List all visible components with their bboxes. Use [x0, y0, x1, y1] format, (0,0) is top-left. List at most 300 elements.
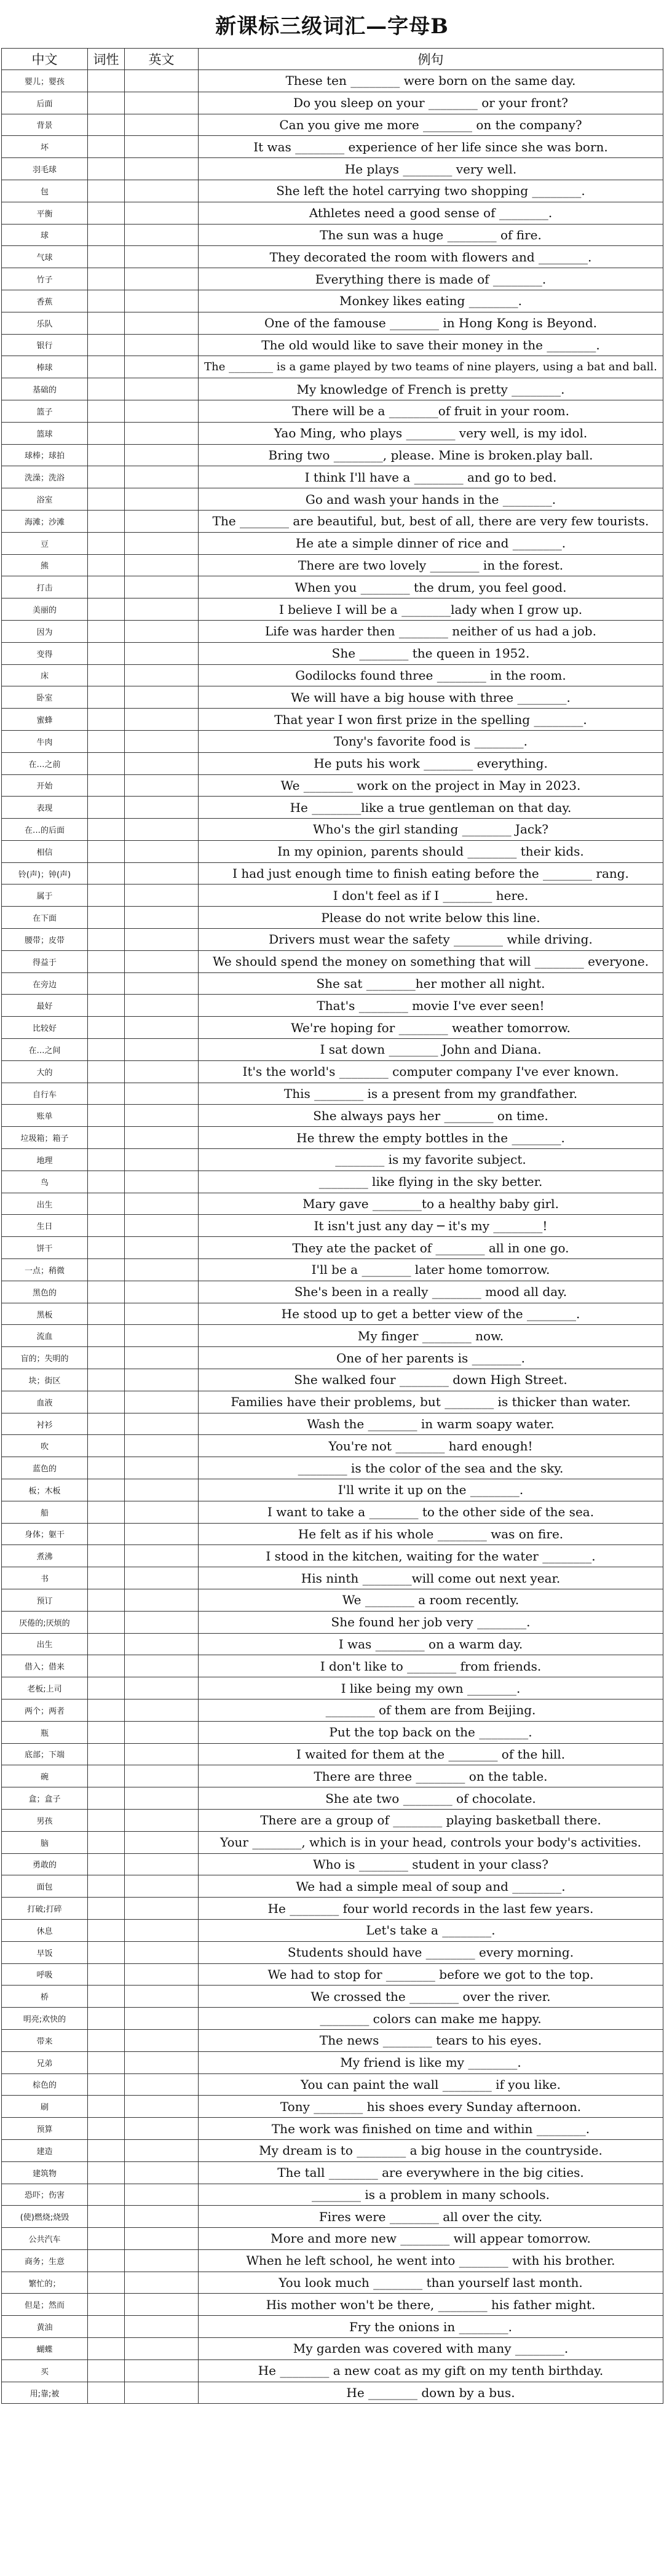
english-word-cell[interactable]: [125, 664, 199, 686]
table-row: [2, 1986, 663, 2008]
english-word-cell[interactable]: [125, 620, 199, 642]
english-word-cell[interactable]: [125, 1611, 199, 1633]
example-sentence-cell: It was ________ experience of her life since she was born.: [199, 136, 663, 158]
vocabulary-table: [1, 48, 663, 2404]
table-row: [2, 709, 663, 731]
part-of-speech-cell[interactable]: [88, 224, 125, 246]
part-of-speech-cell[interactable]: [88, 730, 125, 752]
english-word-cell[interactable]: [125, 642, 199, 664]
english-word-cell[interactable]: [125, 334, 199, 356]
chinese-meaning-cell: 香蕉: [2, 290, 88, 312]
part-of-speech-cell[interactable]: [88, 774, 125, 797]
english-word-cell[interactable]: [125, 1325, 199, 1347]
part-of-speech-cell[interactable]: [88, 2184, 125, 2206]
part-of-speech-cell[interactable]: [88, 1127, 125, 1149]
part-of-speech-cell[interactable]: [88, 246, 125, 268]
table-row: [2, 1545, 663, 1567]
part-of-speech-cell[interactable]: [88, 1941, 125, 1963]
part-of-speech-cell[interactable]: [88, 1281, 125, 1303]
english-word-cell[interactable]: [125, 2338, 199, 2360]
english-word-cell[interactable]: [125, 2139, 199, 2161]
example-sentence-cell: I want to take a ________ to the other side of the sea.: [199, 1501, 663, 1523]
part-of-speech-cell[interactable]: [88, 466, 125, 488]
part-of-speech-cell[interactable]: [88, 488, 125, 511]
english-word-cell[interactable]: [125, 2029, 199, 2051]
english-word-cell[interactable]: [125, 158, 199, 180]
table-row: [2, 1127, 663, 1149]
part-of-speech-cell[interactable]: [88, 1501, 125, 1523]
part-of-speech-cell[interactable]: [88, 840, 125, 862]
part-of-speech-cell[interactable]: [88, 1919, 125, 1941]
chinese-meaning-cell: 变得: [2, 642, 88, 664]
part-of-speech-cell[interactable]: [88, 2118, 125, 2140]
table-row: [2, 1281, 663, 1303]
english-word-cell[interactable]: [125, 1853, 199, 1875]
example-sentence-cell: You're not ________ hard enough!: [199, 1435, 663, 1457]
table-row: [2, 2359, 663, 2382]
part-of-speech-cell[interactable]: [88, 2382, 125, 2404]
part-of-speech-cell[interactable]: [88, 2338, 125, 2360]
table-row: [2, 2206, 663, 2228]
part-of-speech-cell[interactable]: [88, 2051, 125, 2073]
example-sentence-cell: ________ like flying in the sky better.: [199, 1171, 663, 1193]
example-sentence-cell: I'll write it up on the ________.: [199, 1479, 663, 1501]
english-word-cell[interactable]: [125, 1986, 199, 2008]
part-of-speech-cell[interactable]: [88, 1787, 125, 1810]
chinese-meaning-cell: 明亮;欢快的: [2, 2008, 88, 2030]
english-word-cell[interactable]: [125, 1633, 199, 1655]
part-of-speech-cell[interactable]: [88, 1721, 125, 1743]
chinese-meaning-cell: 比较好: [2, 1017, 88, 1039]
example-sentence-cell: The work was finished on time and within ________.: [199, 2118, 663, 2140]
part-of-speech-cell[interactable]: [88, 312, 125, 334]
english-word-cell[interactable]: [125, 1589, 199, 1611]
part-of-speech-cell[interactable]: [88, 1986, 125, 2008]
part-of-speech-cell[interactable]: [88, 1567, 125, 1589]
english-word-cell[interactable]: [125, 2272, 199, 2294]
part-of-speech-cell[interactable]: [88, 862, 125, 885]
english-word-cell[interactable]: [125, 907, 199, 929]
table-row: [2, 1787, 663, 1810]
english-word-cell[interactable]: [125, 972, 199, 995]
english-word-cell[interactable]: [125, 180, 199, 202]
part-of-speech-cell[interactable]: [88, 819, 125, 841]
part-of-speech-cell[interactable]: [88, 2161, 125, 2184]
part-of-speech-cell[interactable]: [88, 1589, 125, 1611]
english-word-cell[interactable]: [125, 774, 199, 797]
english-word-cell[interactable]: [125, 1963, 199, 1986]
part-of-speech-cell[interactable]: [88, 2249, 125, 2272]
english-word-cell[interactable]: [125, 1875, 199, 1898]
chinese-meaning-cell: 带来: [2, 2029, 88, 2051]
part-of-speech-cell[interactable]: [88, 1325, 125, 1347]
example-sentence-cell: He ________ four world records in the last few years.: [199, 1898, 663, 1920]
english-word-cell[interactable]: [125, 1281, 199, 1303]
example-sentence-cell: I sat down ________ John and Diana.: [199, 1039, 663, 1061]
part-of-speech-cell[interactable]: [88, 907, 125, 929]
part-of-speech-cell[interactable]: [88, 1391, 125, 1413]
chinese-meaning-cell: 出生: [2, 1633, 88, 1655]
part-of-speech-cell[interactable]: [88, 797, 125, 819]
english-word-cell[interactable]: [125, 1413, 199, 1435]
chinese-meaning-cell: 包: [2, 180, 88, 202]
english-word-cell[interactable]: [125, 2316, 199, 2338]
part-of-speech-cell[interactable]: [88, 1765, 125, 1787]
table-row: [2, 2338, 663, 2360]
english-word-cell[interactable]: [125, 862, 199, 885]
example-sentence-cell: One of her parents is ________.: [199, 1347, 663, 1369]
english-word-cell[interactable]: [125, 1060, 199, 1083]
example-sentence-cell: The old would like to save their money in the ________.: [199, 334, 663, 356]
part-of-speech-cell[interactable]: [88, 2073, 125, 2096]
part-of-speech-cell[interactable]: [88, 576, 125, 598]
english-word-cell[interactable]: [125, 202, 199, 224]
part-of-speech-cell[interactable]: [88, 752, 125, 774]
english-word-cell[interactable]: [125, 1149, 199, 1171]
table-row: [2, 2228, 663, 2250]
part-of-speech-cell[interactable]: [88, 400, 125, 422]
english-word-cell[interactable]: [125, 929, 199, 951]
chinese-meaning-cell: 板；木板: [2, 1479, 88, 1501]
english-word-cell[interactable]: [125, 1501, 199, 1523]
english-word-cell[interactable]: [125, 1919, 199, 1941]
chinese-meaning-cell: 建筑物: [2, 2161, 88, 2184]
english-word-cell[interactable]: [125, 2073, 199, 2096]
english-word-cell[interactable]: [125, 268, 199, 290]
part-of-speech-cell[interactable]: [88, 1303, 125, 1325]
english-word-cell[interactable]: [125, 1479, 199, 1501]
english-word-cell[interactable]: [125, 1523, 199, 1545]
english-word-cell[interactable]: [125, 2008, 199, 2030]
english-word-cell[interactable]: [125, 2184, 199, 2206]
part-of-speech-cell[interactable]: [88, 290, 125, 312]
english-word-cell[interactable]: [125, 1435, 199, 1457]
part-of-speech-cell[interactable]: [88, 1105, 125, 1127]
table-row: [2, 1105, 663, 1127]
part-of-speech-cell[interactable]: [88, 114, 125, 136]
part-of-speech-cell[interactable]: [88, 1017, 125, 1039]
table-row: [2, 1347, 663, 1369]
part-of-speech-cell[interactable]: [88, 1237, 125, 1259]
chinese-meaning-cell: 羽毛球: [2, 158, 88, 180]
part-of-speech-cell[interactable]: [88, 709, 125, 731]
table-row: [2, 334, 663, 356]
english-word-cell[interactable]: [125, 1699, 199, 1721]
english-word-cell[interactable]: [125, 1655, 199, 1677]
part-of-speech-cell[interactable]: [88, 422, 125, 444]
english-word-cell[interactable]: [125, 2359, 199, 2382]
english-word-cell[interactable]: [125, 400, 199, 422]
part-of-speech-cell[interactable]: [88, 2139, 125, 2161]
part-of-speech-cell[interactable]: [88, 1259, 125, 1281]
chinese-meaning-cell: 卧室: [2, 686, 88, 709]
part-of-speech-cell[interactable]: [88, 1435, 125, 1457]
chinese-meaning-cell: 盲的；失明的: [2, 1347, 88, 1369]
english-word-cell[interactable]: [125, 1787, 199, 1810]
part-of-speech-cell[interactable]: [88, 444, 125, 466]
english-word-cell[interactable]: [125, 510, 199, 532]
table-row: [2, 510, 663, 532]
part-of-speech-cell[interactable]: [88, 2206, 125, 2228]
part-of-speech-cell[interactable]: [88, 2272, 125, 2294]
chinese-meaning-cell: 在下面: [2, 907, 88, 929]
english-word-cell[interactable]: [125, 1677, 199, 1699]
part-of-speech-cell[interactable]: [88, 929, 125, 951]
example-sentence-cell: His ninth ________will come out next year.: [199, 1567, 663, 1589]
english-word-cell[interactable]: [125, 950, 199, 972]
example-sentence-cell: She ate two ________ of chocolate.: [199, 1787, 663, 1810]
example-sentence-cell: When you ________ the drum, you feel good.: [199, 576, 663, 598]
part-of-speech-cell[interactable]: [88, 642, 125, 664]
english-word-cell[interactable]: [125, 1545, 199, 1567]
example-sentence-cell: One of the famouse ________ in Hong Kong is Beyond.: [199, 312, 663, 334]
example-sentence-cell: Mary gave ________to a healthy baby girl.: [199, 1193, 663, 1215]
english-word-cell[interactable]: [125, 1457, 199, 1479]
english-word-cell[interactable]: [125, 1941, 199, 1963]
english-word-cell[interactable]: [125, 1259, 199, 1281]
english-word-cell[interactable]: [125, 136, 199, 158]
part-of-speech-cell[interactable]: [88, 1809, 125, 1831]
english-word-cell[interactable]: [125, 92, 199, 114]
table-row: [2, 2161, 663, 2184]
table-row: [2, 180, 663, 202]
part-of-speech-cell[interactable]: [88, 1347, 125, 1369]
english-word-cell[interactable]: [125, 819, 199, 841]
example-sentence-cell: Your ________, which is in your head, controls your body's activities.: [199, 1831, 663, 1853]
english-word-cell[interactable]: [125, 1347, 199, 1369]
part-of-speech-cell[interactable]: [88, 1083, 125, 1105]
english-word-cell[interactable]: [125, 444, 199, 466]
table-row: [2, 1567, 663, 1589]
part-of-speech-cell[interactable]: [88, 334, 125, 356]
table-row: [2, 70, 663, 92]
worksheet-title: 新课标三级词汇—字母B: [215, 14, 449, 39]
example-sentence-cell: Who is ________ student in your class?: [199, 1853, 663, 1875]
part-of-speech-cell[interactable]: [88, 202, 125, 224]
english-word-cell[interactable]: [125, 840, 199, 862]
english-word-cell[interactable]: [125, 532, 199, 554]
part-of-speech-cell[interactable]: [88, 1413, 125, 1435]
part-of-speech-cell[interactable]: [88, 1457, 125, 1479]
english-word-cell[interactable]: [125, 114, 199, 136]
english-word-cell[interactable]: [125, 2382, 199, 2404]
part-of-speech-cell[interactable]: [88, 136, 125, 158]
part-of-speech-cell[interactable]: [88, 598, 125, 621]
part-of-speech-cell[interactable]: [88, 2008, 125, 2030]
example-sentence-cell: Do you sleep on your ________ or your front?: [199, 92, 663, 114]
english-word-cell[interactable]: [125, 1105, 199, 1127]
chinese-meaning-cell: 海滩；沙滩: [2, 510, 88, 532]
part-of-speech-cell[interactable]: [88, 1193, 125, 1215]
english-word-cell[interactable]: [125, 1743, 199, 1765]
part-of-speech-cell[interactable]: [88, 510, 125, 532]
part-of-speech-cell[interactable]: [88, 1898, 125, 1920]
table-row: [2, 1898, 663, 1920]
table-row: [2, 1017, 663, 1039]
part-of-speech-cell[interactable]: [88, 1545, 125, 1567]
english-word-cell[interactable]: [125, 1898, 199, 1920]
chinese-meaning-cell: 浴室: [2, 488, 88, 511]
english-word-cell[interactable]: [125, 466, 199, 488]
part-of-speech-cell[interactable]: [88, 1963, 125, 1986]
english-word-cell[interactable]: [125, 752, 199, 774]
example-sentence-cell: These ten ________ were born on the same day.: [199, 70, 663, 92]
english-word-cell[interactable]: [125, 2294, 199, 2316]
part-of-speech-cell[interactable]: [88, 664, 125, 686]
english-word-cell[interactable]: [125, 2161, 199, 2184]
part-of-speech-cell[interactable]: [88, 1215, 125, 1237]
english-word-cell[interactable]: [125, 1017, 199, 1039]
part-of-speech-cell[interactable]: [88, 268, 125, 290]
part-of-speech-cell[interactable]: [88, 2359, 125, 2382]
english-word-cell[interactable]: [125, 1809, 199, 1831]
english-word-cell[interactable]: [125, 1391, 199, 1413]
part-of-speech-cell[interactable]: [88, 1655, 125, 1677]
english-word-cell[interactable]: [125, 797, 199, 819]
table-row: [2, 1083, 663, 1105]
part-of-speech-cell[interactable]: [88, 1149, 125, 1171]
english-word-cell[interactable]: [125, 1215, 199, 1237]
chinese-meaning-cell: 刷: [2, 2096, 88, 2118]
english-word-cell[interactable]: [125, 1127, 199, 1149]
table-row: [2, 1501, 663, 1523]
part-of-speech-cell[interactable]: [88, 950, 125, 972]
part-of-speech-cell[interactable]: [88, 686, 125, 709]
english-word-cell[interactable]: [125, 2118, 199, 2140]
chinese-meaning-cell: 背景: [2, 114, 88, 136]
part-of-speech-cell[interactable]: [88, 532, 125, 554]
example-sentence-cell: He ________ a new coat as my gift on my tenth birthday.: [199, 2359, 663, 2382]
example-sentence-cell: He stood up to get a better view of the ________.: [199, 1303, 663, 1325]
part-of-speech-cell[interactable]: [88, 1677, 125, 1699]
part-of-speech-cell[interactable]: [88, 2029, 125, 2051]
table-row: [2, 2029, 663, 2051]
english-word-cell[interactable]: [125, 995, 199, 1017]
chinese-meaning-cell: 预算: [2, 2118, 88, 2140]
example-sentence-cell: She's been in a really ________ mood all day.: [199, 1281, 663, 1303]
english-word-cell[interactable]: [125, 356, 199, 378]
example-sentence-cell: They decorated the room with flowers and ________.: [199, 246, 663, 268]
english-word-cell[interactable]: [125, 378, 199, 400]
english-word-cell[interactable]: [125, 709, 199, 731]
english-word-cell[interactable]: [125, 488, 199, 511]
english-word-cell[interactable]: [125, 598, 199, 621]
part-of-speech-cell[interactable]: [88, 158, 125, 180]
english-word-cell[interactable]: [125, 1039, 199, 1061]
table-row: [2, 114, 663, 136]
chinese-meaning-cell: 开始: [2, 774, 88, 797]
english-word-cell[interactable]: [125, 2051, 199, 2073]
chinese-meaning-cell: 桥: [2, 1986, 88, 2008]
table-row: [2, 2294, 663, 2316]
english-word-cell[interactable]: [125, 2096, 199, 2118]
part-of-speech-cell[interactable]: [88, 1831, 125, 1853]
english-word-cell[interactable]: [125, 554, 199, 576]
english-word-cell[interactable]: [125, 1237, 199, 1259]
chinese-meaning-cell: 篮球: [2, 422, 88, 444]
english-word-cell[interactable]: [125, 290, 199, 312]
english-word-cell[interactable]: [125, 885, 199, 907]
chinese-meaning-cell: 婴儿；婴孩: [2, 70, 88, 92]
part-of-speech-cell[interactable]: [88, 2294, 125, 2316]
part-of-speech-cell[interactable]: [88, 2228, 125, 2250]
part-of-speech-cell[interactable]: [88, 92, 125, 114]
part-of-speech-cell[interactable]: [88, 1633, 125, 1655]
part-of-speech-cell[interactable]: [88, 378, 125, 400]
english-word-cell[interactable]: [125, 1171, 199, 1193]
chinese-meaning-cell: 吹: [2, 1435, 88, 1457]
chinese-meaning-cell: 煮沸: [2, 1545, 88, 1567]
english-word-cell[interactable]: [125, 1083, 199, 1105]
english-word-cell[interactable]: [125, 422, 199, 444]
english-word-cell[interactable]: [125, 1765, 199, 1787]
example-sentence-cell: Let's take a ________.: [199, 1919, 663, 1941]
example-sentence-cell: He ate a simple dinner of rice and ________.: [199, 532, 663, 554]
part-of-speech-cell[interactable]: [88, 70, 125, 92]
table-row: [2, 2051, 663, 2073]
english-word-cell[interactable]: [125, 686, 199, 709]
english-word-cell[interactable]: [125, 1567, 199, 1589]
example-sentence-cell: She always pays her ________ on time.: [199, 1105, 663, 1127]
part-of-speech-cell[interactable]: [88, 1875, 125, 1898]
english-word-cell[interactable]: [125, 730, 199, 752]
english-word-cell[interactable]: [125, 576, 199, 598]
part-of-speech-cell[interactable]: [88, 180, 125, 202]
example-sentence-cell: More and more new ________ will appear tomorrow.: [199, 2228, 663, 2250]
english-word-cell[interactable]: [125, 1303, 199, 1325]
part-of-speech-cell[interactable]: [88, 620, 125, 642]
table-row: [2, 730, 663, 752]
part-of-speech-cell[interactable]: [88, 1523, 125, 1545]
english-word-cell[interactable]: [125, 1831, 199, 1853]
table-row: [2, 686, 663, 709]
example-sentence-cell: This ________ is a present from my grandfather.: [199, 1083, 663, 1105]
english-word-cell[interactable]: [125, 1369, 199, 1391]
part-of-speech-cell[interactable]: [88, 1171, 125, 1193]
part-of-speech-cell[interactable]: [88, 1369, 125, 1391]
part-of-speech-cell[interactable]: [88, 1699, 125, 1721]
table-row: [2, 444, 663, 466]
part-of-speech-cell[interactable]: [88, 356, 125, 378]
part-of-speech-cell[interactable]: [88, 2096, 125, 2118]
part-of-speech-cell[interactable]: [88, 554, 125, 576]
part-of-speech-cell[interactable]: [88, 1039, 125, 1061]
english-word-cell[interactable]: [125, 1193, 199, 1215]
example-sentence-cell: We will have a big house with three ________.: [199, 686, 663, 709]
english-word-cell[interactable]: [125, 246, 199, 268]
header-chinese: 中文: [2, 49, 88, 70]
english-word-cell[interactable]: [125, 312, 199, 334]
english-word-cell[interactable]: [125, 224, 199, 246]
table-row: [2, 136, 663, 158]
part-of-speech-cell[interactable]: [88, 972, 125, 995]
part-of-speech-cell[interactable]: [88, 1743, 125, 1765]
part-of-speech-cell[interactable]: [88, 2316, 125, 2338]
english-word-cell[interactable]: [125, 1721, 199, 1743]
english-word-cell[interactable]: [125, 2206, 199, 2228]
part-of-speech-cell[interactable]: [88, 1611, 125, 1633]
example-sentence-cell: He puts his work ________ everything.: [199, 752, 663, 774]
part-of-speech-cell[interactable]: [88, 1479, 125, 1501]
part-of-speech-cell[interactable]: [88, 1853, 125, 1875]
part-of-speech-cell[interactable]: [88, 995, 125, 1017]
example-sentence-cell: We had to stop for ________ before we got to the top.: [199, 1963, 663, 1986]
part-of-speech-cell[interactable]: [88, 1060, 125, 1083]
part-of-speech-cell[interactable]: [88, 885, 125, 907]
english-word-cell[interactable]: [125, 70, 199, 92]
english-word-cell[interactable]: [125, 2249, 199, 2272]
english-word-cell[interactable]: [125, 2228, 199, 2250]
